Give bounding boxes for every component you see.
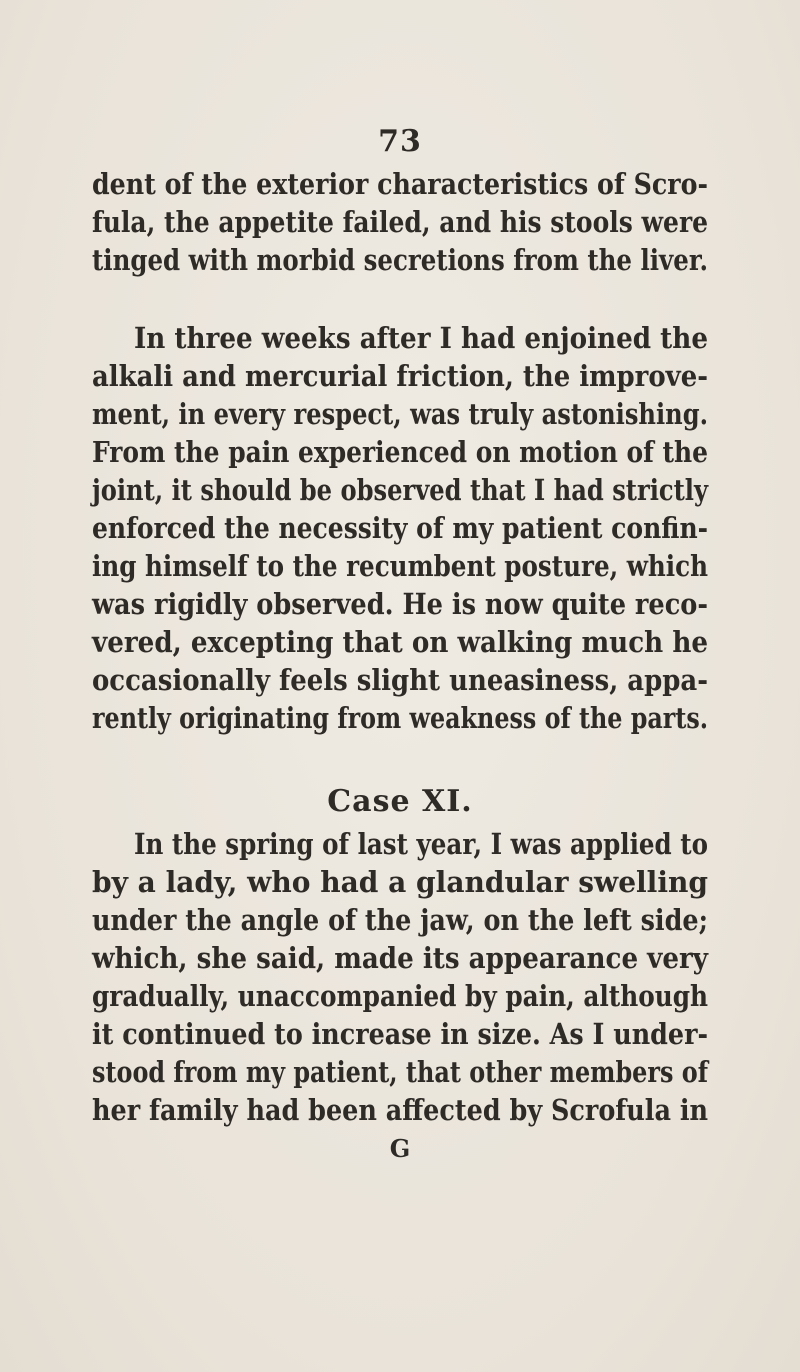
text-line: ing himself to the recumbent posture, which [92,549,709,583]
text-line: by a lady, who had a glandular swelling [92,865,708,899]
signature-mark: G [389,1134,411,1163]
page-number: 73 [378,124,422,159]
text-line: under the angle of the jaw, on the left side; [92,903,708,937]
text-line: dent of the exterior characteristics of Scro- [92,167,708,201]
text-line: tinged with morbid secretions from the liver. [92,243,708,277]
text-line: In the spring of last year, I was applied to [134,827,708,861]
case-heading: Case XI. [327,784,473,819]
text-line: vered, excepting that on walking much he [92,625,709,659]
text-line: In three weeks after I had enjoined the [134,321,708,355]
text-line: her family had been affected by Scrofula in [92,1093,709,1127]
text-line: rently originating from weakness of the parts. [92,701,709,735]
text-line: alkali and mercurial friction, the improve- [92,359,708,393]
text-line: fula, the appetite failed, and his stools were [92,205,709,239]
text-line: it continued to increase in size. As I under- [92,1017,709,1051]
text-line: From the pain experienced on motion of the [92,435,709,469]
text-line: joint, it should be observed that I had strictly [92,473,708,507]
text-line: was rigidly observed. He is now quite reco- [92,587,709,621]
text-line: gradually, unaccompanied by pain, although [92,979,709,1013]
text-line: occasionally feels slight uneasiness, appa- [92,663,708,697]
text-line: enforced the necessity of my patient confin- [92,511,709,545]
text-line: ment, in every respect, was truly astonishing. [92,397,709,431]
text-line: which, she said, made its appearance very [92,941,708,975]
text-line: stood from my patient, that other members of [92,1055,708,1089]
